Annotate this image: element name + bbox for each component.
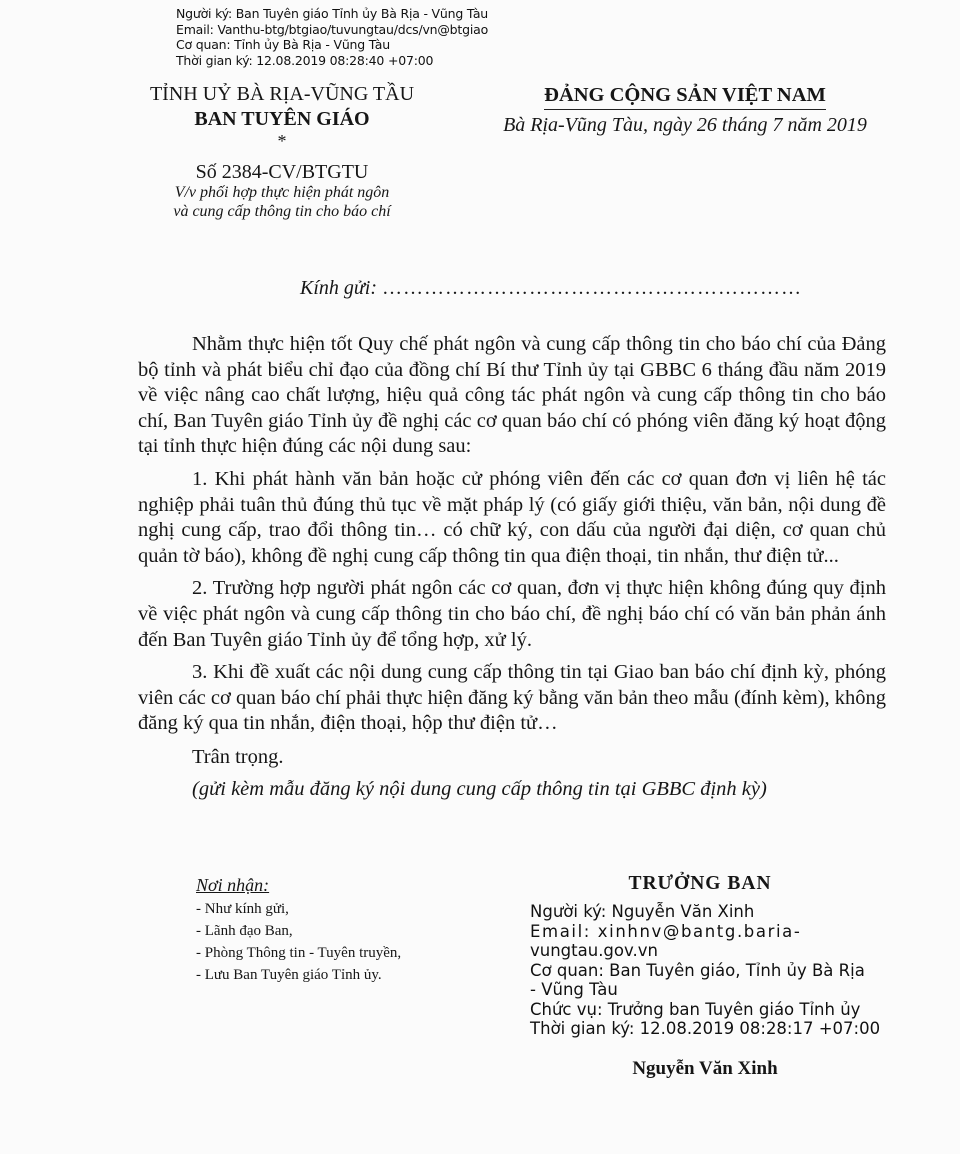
- signer-title: TRƯỞNG BAN: [628, 873, 772, 894]
- recipients-block: [196, 874, 401, 986]
- sig-time: Thời gian ký: 12.08.2019 08:28:17 +07:00: [530, 1019, 881, 1038]
- addressee-label: Kính gửi:: [300, 277, 378, 299]
- recipient-item: - Phòng Thông tin - Tuyên truyền,: [196, 945, 402, 961]
- sig-position: Chức vụ: Trưởng ban Tuyên giáo Tỉnh ủy: [530, 999, 861, 1019]
- sig-top-signer: Người ký: Ban Tuyên giáo Tỉnh ủy Bà Rịa - Vũng Tàu: [176, 6, 488, 21]
- sig-email-2: vungtau.gov.vn: [530, 941, 658, 960]
- sig-top-email: Email: Vanthu-btg/btgiao/tuvungtau/dcs/vn@btgiao: [176, 21, 489, 37]
- addressee-dots: ……………………………………………………: [382, 277, 803, 299]
- document-subject: [128, 183, 436, 221]
- sig-signer: Người ký: Nguyễn Văn Xinh: [530, 902, 755, 921]
- letter-body: [138, 332, 886, 809]
- dept-name: BAN TUYÊN GIÁO: [194, 108, 370, 130]
- digital-signature-stamp-top: [176, 6, 488, 68]
- document-number: Số 2384-CV/BTGTU: [195, 161, 369, 183]
- item-2-paragraph: 2. Trường hợp người phát ngôn các cơ quan, đơn vị thực hiện không đúng quy định về việc phát ngôn và cung cấp thông tin cho báo chí, đề nghị báo chí có văn bản phản ánh đến Ban Tuyên giáo Tỉnh ủy để tổng hợp, xử lý.: [138, 577, 886, 651]
- recipient-item: - Lãnh đạo Ban,: [196, 923, 293, 939]
- item-1-paragraph: 1. Khi phát hành văn bản hoặc cử phóng viên đến các cơ quan đơn vị liên hệ tác nghiệp phải tuân thủ đúng thủ tục về mặt pháp lý (có giấy giới thiệu, văn bản, nội dung đề nghị cung cấp, trao đổi thông tin… có chữ ký, con dấu của người đại diện, cơ quan chủ quản tờ báo), không đề nghị cung cấp thông tin qua điện thoại, tin nhắn, thư điện tử...: [138, 467, 886, 567]
- party-name: ĐẢNG CỘNG SẢN VIỆT NAM: [544, 82, 826, 110]
- recipient-item: - Như kính gửi,: [196, 901, 289, 917]
- recipient-item: - Lưu Ban Tuyên giáo Tỉnh ủy.: [196, 967, 382, 983]
- sig-agency-1: Cơ quan: Ban Tuyên giáo, Tỉnh ủy Bà Rịa: [530, 960, 865, 980]
- star-mark: *: [277, 131, 287, 151]
- subject-line-1: V/v phối hợp thực hiện phát ngôn: [174, 184, 390, 201]
- sig-email-1: Email: xinhnv@bantg.baria-: [530, 921, 802, 941]
- item-3-paragraph: 3. Khi đề xuất các nội dung cung cấp thông tin tại Giao ban báo chí định kỳ, phóng viên các cơ quan báo chí phải thực hiện đăng ký bằng văn bản theo mẫu (đính kèm), không đăng ký qua tin nhắn, điện thoại, hộp thư điện tử…: [138, 661, 886, 735]
- digital-signature-stamp-bottom: [530, 902, 890, 1039]
- signer-name: Nguyễn Văn Xinh: [632, 1058, 778, 1079]
- document-date: Bà Rịa-Vũng Tàu, ngày 26 tháng 7 năm 2019: [503, 114, 867, 136]
- recipients-title: Nơi nhận:: [196, 875, 270, 895]
- closing: Trân trọng.: [192, 745, 284, 768]
- subject-line-2: và cung cấp thông tin cho báo chí: [173, 203, 391, 220]
- issuing-org-header: [128, 82, 436, 151]
- addressee-line: [300, 277, 802, 300]
- sig-agency-2: - Vũng Tàu: [530, 980, 618, 999]
- org-name: TỈNH UỶ BÀ RỊA-VŨNG TẦU: [149, 83, 415, 105]
- attachment-note: (gửi kèm mẫu đăng ký nội dung cung cấp thông tin tại GBBC định kỳ): [192, 777, 767, 800]
- national-header: [470, 82, 900, 138]
- sig-top-agency: Cơ quan: Tỉnh ủy Bà Rịa - Vũng Tàu: [176, 37, 390, 52]
- intro-paragraph: Nhằm thực hiện tốt Quy chế phát ngôn và cung cấp thông tin cho báo chí của Đảng bộ tỉnh và phát biểu chỉ đạo của đồng chí Bí thư Tỉnh ủy tại GBBC 6 tháng đầu năm 2019 về việc nâng cao chất lượng, hiệu quả công tác phát ngôn và cung cấp thông tin cho báo chí, Ban Tuyên giáo Tỉnh ủy đề nghị các cơ quan báo chí có phóng viên đăng ký hoạt động tại tỉnh thực hiện đúng các nội dung sau:: [138, 333, 886, 458]
- sig-top-time: Thời gian ký: 12.08.2019 08:28:40 +07:00: [176, 52, 434, 68]
